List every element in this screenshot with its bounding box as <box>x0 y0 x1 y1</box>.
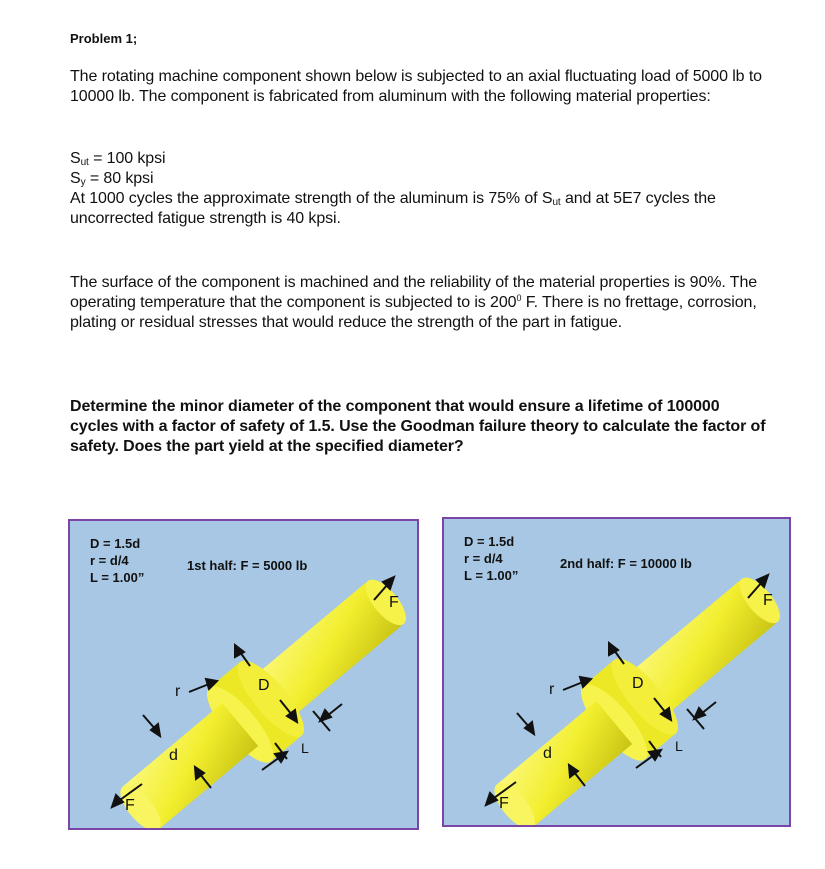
operating-conditions <box>70 273 770 333</box>
fillet-radius-label: r <box>175 683 181 700</box>
sut-value: = 100 kpsi <box>88 150 166 167</box>
minor-diameter-label: d <box>543 745 552 762</box>
fatigue-text-b: and at 5E7 cycles the uncorrected fatigue strength is 40 kpsi. <box>70 190 716 227</box>
figure-first-half <box>68 519 419 830</box>
force-label-top: F <box>763 592 773 609</box>
dim-D: D = 1.5d <box>464 534 515 549</box>
minor-diameter-label: d <box>169 747 178 764</box>
dim-L: L = 1.00” <box>464 568 519 583</box>
sy-subscript: y <box>80 177 86 188</box>
fatigue-statement <box>70 189 770 229</box>
problem-intro: The rotating machine component shown below is subjected to an axial fluctuating load of 5000 lb to 10000 lb. The component is fabricated from aluminum with the following material properties: <box>70 68 762 105</box>
dim-L: L = 1.00” <box>90 570 145 585</box>
sut-line <box>70 149 770 169</box>
sy-value: = 80 kpsi <box>85 170 154 187</box>
conditions-text-b: F. There is no frettage, corrosion, plating or residual stresses that would reduce the strength of the part in fatigue. <box>70 294 757 331</box>
dimension-list <box>464 533 518 584</box>
force-label-bottom: F <box>125 797 135 814</box>
figure-second-half <box>442 517 791 827</box>
material-properties <box>70 149 770 229</box>
sut-symbol: S <box>70 150 81 167</box>
fillet-radius-label: r <box>549 681 555 698</box>
force-label-top: F <box>389 594 399 611</box>
collar-length-label: L <box>675 738 683 754</box>
collar-length-label: L <box>301 740 309 756</box>
dim-r: r = d/4 <box>464 551 503 566</box>
sy-symbol: S <box>70 170 81 187</box>
conditions-text-a: The surface of the component is machined and the reliability of the material properties is 90%. The operating temperature that the component is subjected to is 200 <box>70 274 758 311</box>
load-label: 1st half: F = 5000 lb <box>187 558 308 573</box>
major-diameter-label: D <box>258 677 270 694</box>
force-label-bottom: F <box>499 795 509 812</box>
sy-line <box>70 169 770 189</box>
problem-question: Determine the minor diameter of the component that would ensure a lifetime of 100000 cycles with a factor of safety of 1.5. Use the Goodman failure theory to calculate the factor of safety. Does the part yield at the specified diameter? <box>70 398 766 455</box>
dim-D: D = 1.5d <box>90 536 141 551</box>
major-diameter-label: D <box>632 675 644 692</box>
fatigue-subscript: ut <box>552 197 561 208</box>
sut-subscript: ut <box>80 157 89 168</box>
degree-superscript: 0 <box>516 293 522 303</box>
load-label: 2nd half: F = 10000 lb <box>560 556 692 571</box>
dim-r: r = d/4 <box>90 553 129 568</box>
dimension-list <box>90 535 144 586</box>
problem-title: Problem 1; <box>70 31 138 46</box>
fatigue-text-a: At 1000 cycles the approximate strength of the aluminum is 75% of S <box>70 190 553 207</box>
